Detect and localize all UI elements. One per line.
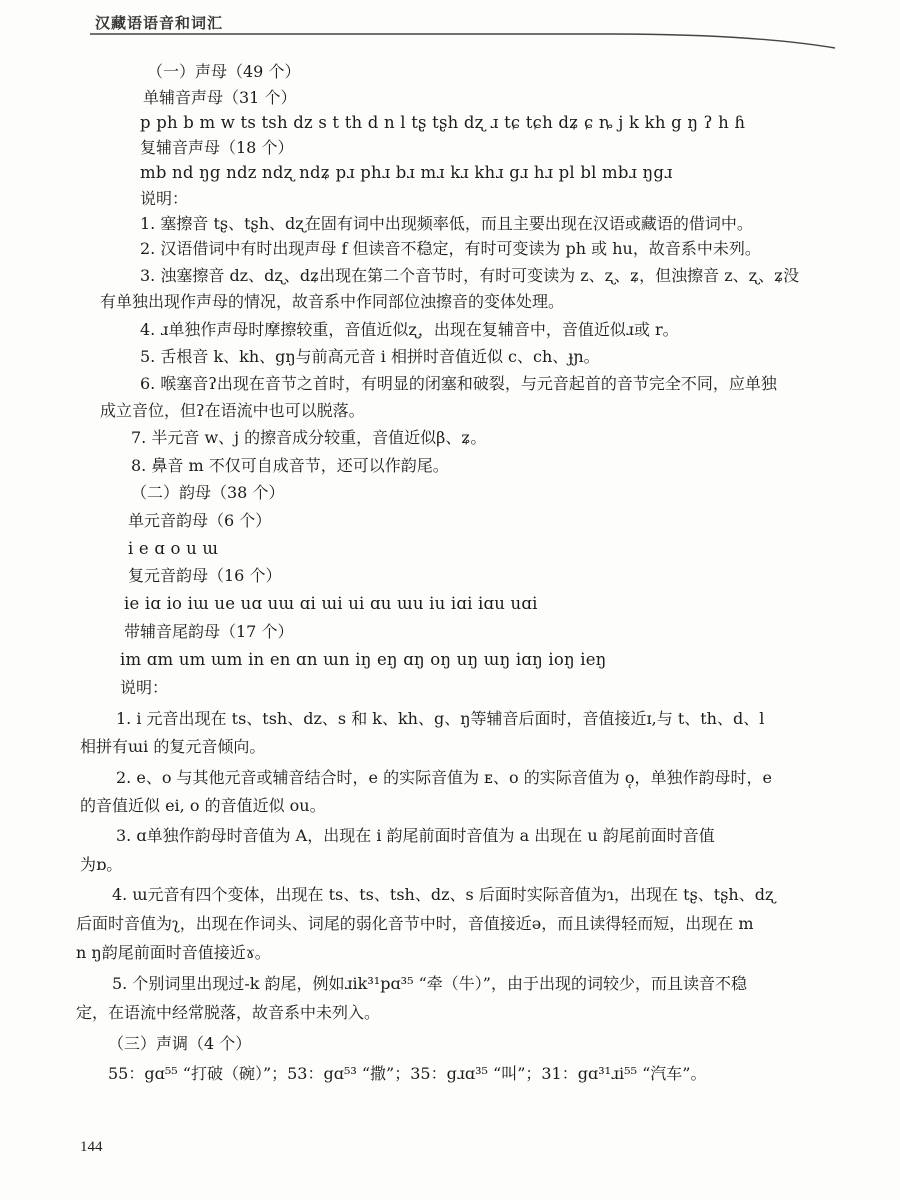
note-paragraph: 7. 半元音 w、j 的擦音成分较重，音值近似β、ʑ。 [131, 428, 487, 447]
ipa-single-consonants: p ph b m w ts tsh dz s t th d n l tʂ tʂh dʐ ɹ tɕ tɕh dʑ ɕ ȵ j k kh g ŋ ʔ h ɦ [140, 113, 746, 132]
note-paragraph: 8. 鼻音 m 不仅可自成音节，还可以作韵尾。 [131, 456, 449, 475]
note-paragraph: 5. 舌根音 k、kh、gŋ与前高元音 i 相拼时音值近似 c、ch、ɟɲ。 [140, 347, 600, 366]
note-paragraph: 相拼有ɯi 的复元音倾向。 [80, 737, 266, 756]
ipa-monophthongs: i e ɑ o u ɯ [128, 539, 219, 558]
note-paragraph: 5. 个别词里出现过-k 韵尾，例如ɹik³¹pɑ³⁵ “牵（牛）”，由于出现的词较少，而且读音不稳 [112, 974, 747, 993]
note-paragraph: 2. 汉语借词中有时出现声母 f 但读音不稳定，有时可变读为 ph 或 hu，故音系中未列。 [140, 239, 761, 258]
tone-examples: 55：gɑ⁵⁵ “打破（碗）”；53：gɑ⁵³ “撒”；35：gɹɑ³⁵ “叫”；31：gɑ³¹ɹi⁵⁵ “汽车”。 [108, 1064, 707, 1083]
ipa-coda-finals: im ɑm um ɯm in en ɑn ɯn iŋ eŋ ɑŋ oŋ uŋ ɯŋ iɑŋ ioŋ ieŋ [120, 650, 607, 669]
subheading-clusters: 复辅音声母（18 个） [140, 138, 294, 157]
note-paragraph: 2. e、o 与其他元音或辅音结合时，e 的实际音值为 ᴇ、o 的实际音值为 o̜，单独作韵母时，e [116, 768, 772, 787]
note-paragraph: 1. 塞擦音 tʂ、tʂh、dʐ在固有词中出现频率低，而且主要出现在汉语或藏语的借词中。 [140, 214, 753, 233]
note-paragraph: 成立音位，但ʔ在语流中也可以脱落。 [100, 401, 365, 420]
note-paragraph: 6. 喉塞音ʔ出现在音节之首时，有明显的闭塞和破裂，与元音起首的音节完全不同，应单独 [140, 374, 777, 393]
note-paragraph: n ŋ韵尾前面时音值接近ɤ。 [76, 943, 271, 962]
note-paragraph: 3. ɑ单独作韵母时音值为 A，出现在 i 韵尾前面时音值为 a 出现在 u 韵尾前面时音值 [116, 826, 715, 845]
note-paragraph: 定，在语流中经常脱落，故音系中未列入。 [76, 1003, 381, 1022]
notes-heading: 说明： [120, 678, 169, 697]
subheading-monophthongs: 单元音韵母（6 个） [128, 511, 272, 530]
note-paragraph: 4. ɯ元音有四个变体，出现在 ts、ts、tsh、dz、s 后面时实际音值为ɿ，出现在 tʂ、tʂh、dʐ [112, 885, 775, 904]
notes-heading: 说明： [140, 189, 189, 208]
note-paragraph: 的音值近似 ei, o 的音值近似 ou。 [80, 796, 326, 815]
section-heading-finals: （二）韵母（38 个） [131, 483, 285, 502]
note-paragraph: 4. ɹ单独作声母时摩擦较重，音值近似ʐ，出现在复辅音中，音值近似ɹ或 r。 [140, 320, 679, 339]
section-heading-tones: （三）声调（4 个） [108, 1034, 252, 1053]
subheading-single-consonants: 单辅音声母（31 个） [143, 88, 297, 107]
ipa-clusters: mb nd ŋg ndz ndʐ ndʑ pɹ phɹ bɹ mɹ kɹ khɹ gɹ hɹ pl bl mbɹ ŋgɹ [140, 163, 673, 182]
note-paragraph: 为ɒ。 [80, 855, 123, 874]
header-rule [90, 26, 850, 50]
running-header: 汉藏语语音和词汇 [95, 14, 224, 32]
note-paragraph: 有单独出现作声母的情况，故音系中作同部位浊擦音的变体处理。 [100, 292, 565, 311]
note-paragraph: 1. i 元音出现在 ts、tsh、dz、s 和 k、kh、g、ŋ等辅音后面时，音值接近ɪ,与 t、th、d、l [116, 709, 765, 728]
note-paragraph: 后面时音值为ʅ，出现在作词头、词尾的弱化音节中时，音值接近ə，而且读得轻而短，出现在 m [76, 914, 754, 933]
section-heading-initials: （一）声母（49 个） [147, 62, 301, 81]
page-number: 144 [80, 1139, 103, 1155]
note-paragraph: 3. 浊塞擦音 dz、dʐ、dʑ出现在第二个音节时，有时可变读为 z、ʐ、ʑ，但浊擦音 z、ʐ、ʑ没 [140, 266, 800, 285]
subheading-diphthongs: 复元音韵母（16 个） [128, 566, 282, 585]
subheading-coda-finals: 带辅音尾韵母（17 个） [124, 622, 294, 641]
ipa-diphthongs: ie iɑ io iɯ ue uɑ uɯ ɑi ɯi ui ɑu ɯu iu iɑi iɑu uɑi [124, 594, 538, 613]
